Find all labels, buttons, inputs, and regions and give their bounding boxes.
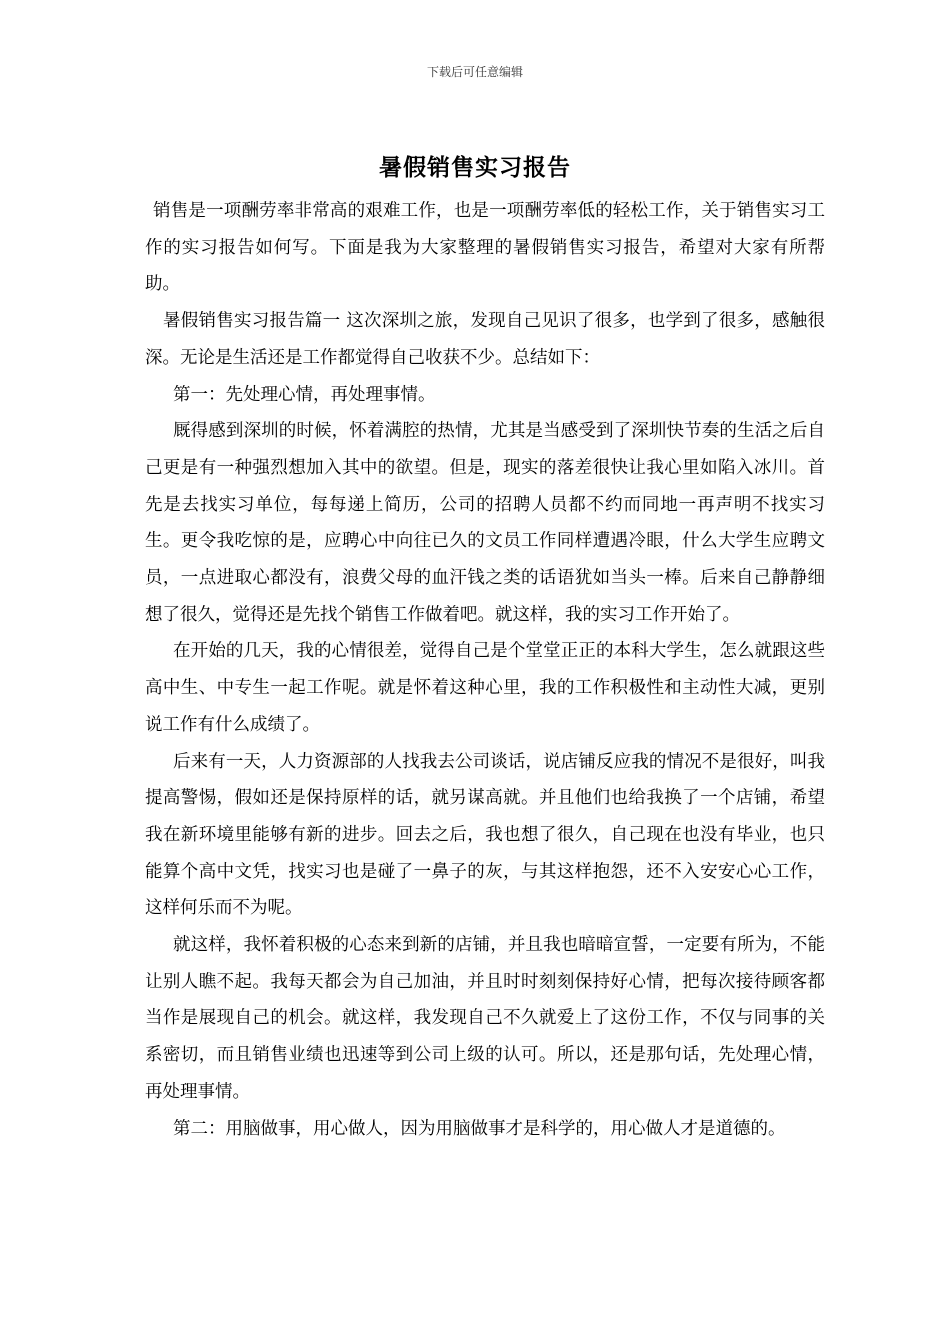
- paragraph-section-one-intro: 暑假销售实习报告篇一 这次深圳之旅，发现自己见识了很多，也学到了很多，感触很深。无论是生活还是工作都觉得自己收获不少。总结如下：: [145, 311, 825, 368]
- header-note: 下载后可任意编辑: [426, 65, 523, 79]
- paragraph-intro: 销售是一项酬劳率非常高的艰难工作，也是一项酬劳率低的轻松工作，关于销售实习工作的实习报告如何写。下面是我为大家整理的暑假销售实习报告，希望对大家有所帮助。: [145, 201, 825, 295]
- paragraph-arrival: 厩得感到深圳的时候，怀着满腔的热情，尤其是当感受到了深圳快节奏的生活之后自己更是有一种强烈想加入其中的欲望。但是，现实的落差很快让我心里如陷入冰川。首先是去找实习单位，每每递上简历，公司的招聘人员都不约而同地一再声明不找实习生。更令我吃惊的是，应聘心中向往已久的文员工作同样遭遇冷眼，什么大学生应聘文员，一点进取心都没有，浪费父母的血汗钱之类的话语犹如当头一棒。后来自己静静细想了很久，觉得还是先找个销售工作做着吧。就这样，我的实习工作开始了。: [145, 421, 825, 625]
- paragraph-point-one-heading: 第一：先处理心情，再处理事情。: [173, 384, 436, 405]
- document-title: 暑假销售实习报告: [379, 154, 571, 181]
- paragraph-hr-talk: 后来有一天，人力资源部的人找我去公司谈话，说店铺反应我的情况不是很好，叫我提高警惕，假如还是保持原样的话，就另谋高就。并且他们也给我换了一个店铺，希望我在新环境里能够有新的进步。回去之后，我也想了很久，自己现在也没有毕业，也只能算个高中文凭，找实习也是碰了一鼻子的灰，与其这样抱怨，还不入安安心心工作，这样何乐而不为呢。: [145, 751, 825, 919]
- paragraph-point-two-heading: 第二：用脑做事，用心做人，因为用脑做事才是科学的，用心做人才是道德的。: [173, 1118, 786, 1139]
- paragraph-new-store: 就这样，我怀着积极的心态来到新的店铺，并且我也暗暗宣誓，一定要有所为，不能让别人瞧不起。我每天都会为自己加油，并且时时刻刻保持好心情，把每次接待顾客都当作是展现自己的机会。就这样，我发现自己不久就爱上了这份工作，不仅与同事的关系密切，而且销售业绩也迅速等到公司上级的认可。所以，还是那句话，先处理心情，再处理事情。: [145, 935, 825, 1102]
- document-body: [145, 193, 825, 1147]
- paragraph-first-days: 在开始的几天，我的心情很差，觉得自己是个堂堂正正的本科大学生，怎么就跟这些高中生、中专生一起工作呢。就是怀着这种心里，我的工作积极性和主动性大减，更别说工作有什么成绩了。: [145, 641, 825, 735]
